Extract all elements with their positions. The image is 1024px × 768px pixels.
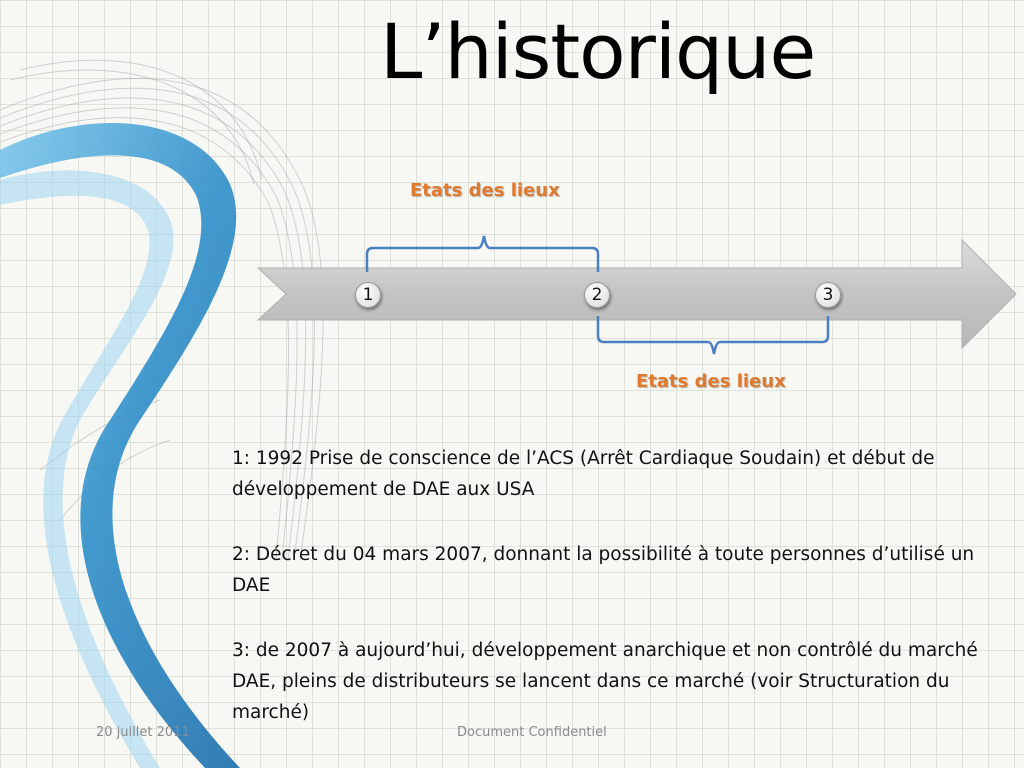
note-3: 3: de 2007 à aujourd’hui, développement anarchique et non contrôlé du marché DAE, pleins de distributeurs se lancent dans ce marché (voir Structuration du marché) — [232, 640, 978, 723]
timeline-marker-2: 2 — [584, 282, 610, 308]
footer-date: 20 juillet 2011 — [96, 725, 190, 740]
blue-ribbon — [0, 123, 240, 768]
brace-bottom — [598, 316, 828, 354]
slide-title: L’historique — [380, 7, 816, 96]
timeline-marker-1: 1 — [355, 282, 381, 308]
footer-confidential: Document Confidentiel — [457, 725, 607, 740]
timeline-notes — [232, 443, 1002, 762]
note-1: 1: 1992 Prise de conscience de l’ACS (Arrêt Cardiaque Soudain) et début de développement de DAE aux USA — [232, 448, 935, 500]
brace-bottom-label: Etats des lieux — [636, 371, 786, 392]
brace-top-label: Etats des lieux — [410, 180, 560, 201]
note-2: 2: Décret du 04 mars 2007, donnant la possibilité à toute personnes d’utilisé un DAE — [232, 544, 975, 596]
brace-top — [367, 236, 598, 272]
timeline-marker-3: 3 — [815, 282, 841, 308]
